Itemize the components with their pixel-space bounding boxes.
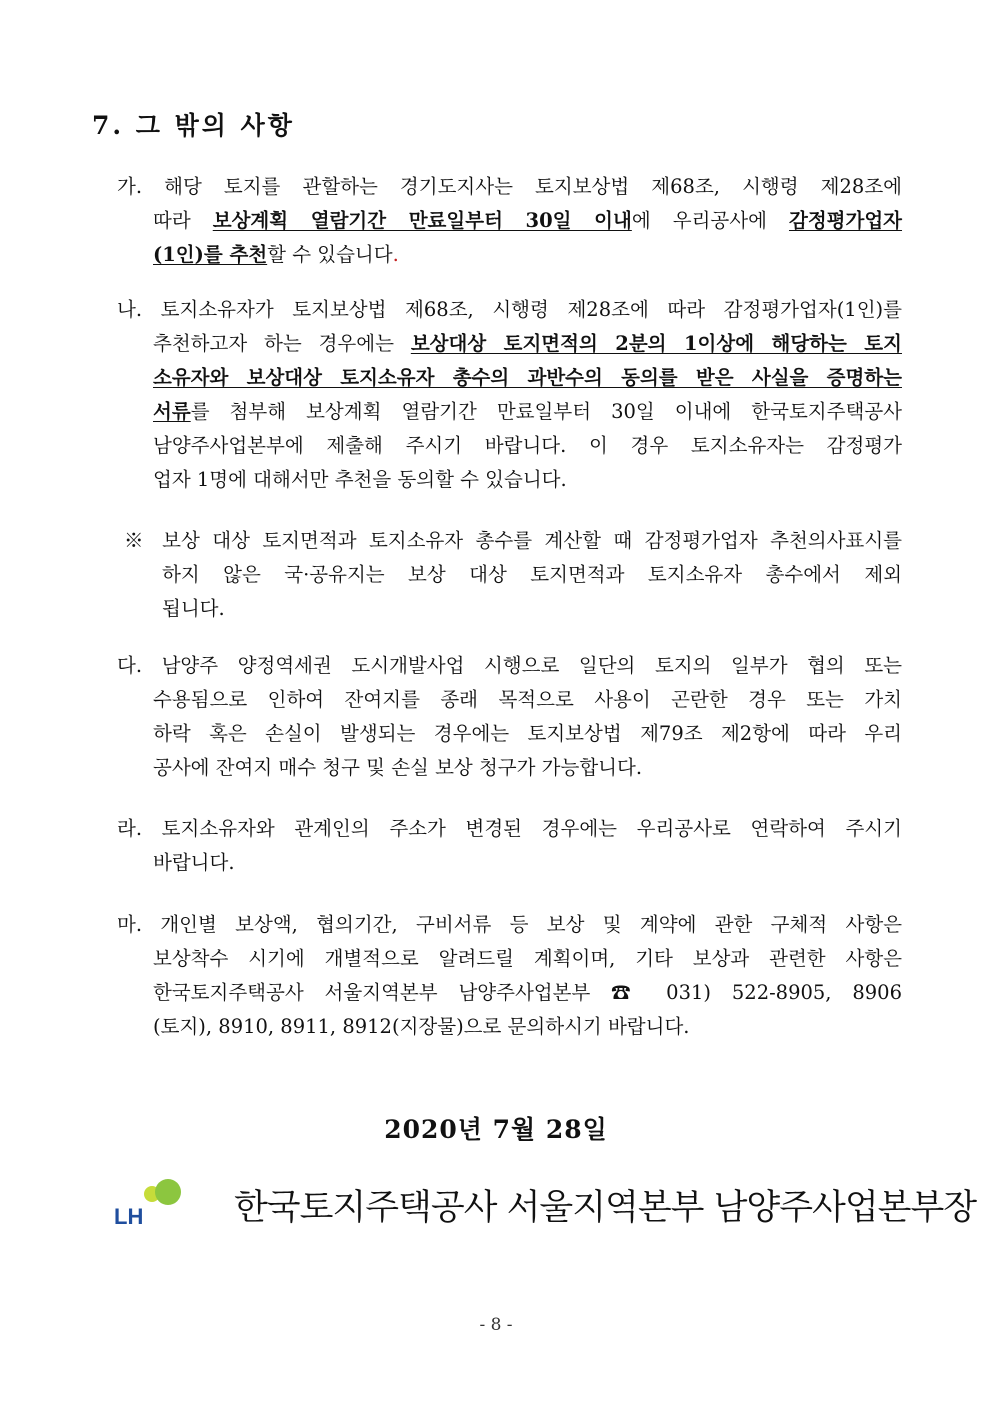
text-run: 추천하고자 하는 경우에는 — [153, 332, 411, 355]
item-ma-line-1: 마. 개인별 보상액, 협의기간, 구비서류 등 보상 및 계약에 관한 구체적 사항은 — [117, 913, 902, 936]
note-line-3: 됩니다. — [162, 597, 225, 620]
text-run: 에 우리공사에 — [631, 209, 789, 232]
text-run: 를 첨부해 보상계획 열람기간 만료일부터 30일 이내에 한국토지주택공사 — [190, 400, 902, 423]
note-line-2: 하지 않은 국·공유지는 보상 대상 토지면적과 토지소유자 총수에서 제외 — [162, 563, 902, 586]
item-ga-line-2 — [117, 204, 902, 238]
signature: 한국토지주택공사 서울지역본부 남양주사업본부장 — [234, 1188, 977, 1228]
item-na-line-1: 나. 토지소유자가 토지보상법 제68조, 시행령 제28조에 따라 감정평가업자(1인)를 — [117, 298, 902, 321]
item-ma — [117, 908, 902, 1044]
item-na-line-5: 남양주사업본부에 제출해 주시기 바랍니다. 이 경우 토지소유자는 감정평가 — [153, 434, 902, 457]
underlined-text: (1인)를 추천 — [153, 243, 268, 266]
section-title: 7. 그 밖의 사항 — [92, 111, 295, 140]
lh-logo — [112, 1174, 184, 1230]
underlined-text: 서류 — [153, 400, 191, 423]
item-da-line-3: 하락 혹은 손실이 발생되는 경우에는 토지보상법 제79조 제2항에 따라 우리 — [153, 722, 902, 745]
note — [124, 524, 902, 626]
logo-text: LH — [114, 1204, 144, 1229]
text-run: 할 수 있습니다 — [267, 243, 393, 266]
document-date: 2020년 7월 28일 — [384, 1115, 608, 1144]
item-ma-line-2: 보상착수 시기에 개별적으로 알려드릴 계획이며, 기타 보상과 관련한 사항은 — [153, 947, 902, 970]
page-number: - 8 - — [479, 1315, 513, 1335]
underlined-text: 감정평가업자 — [788, 209, 903, 232]
item-da — [117, 649, 902, 785]
item-na-line-4 — [117, 395, 902, 429]
item-da-line-1: 다. 남양주 양정역세권 도시개발사업 시행으로 일단의 토지의 일부가 협의 또는 — [117, 654, 902, 677]
item-da-line-2: 수용됨으로 인하여 잔여지를 종래 목적으로 사용이 곤란한 경우 또는 가치 — [153, 688, 902, 711]
text-run: 따라 — [153, 209, 213, 232]
underlined-text: 보상대상 토지면적의 2분의 1이상에 해당하는 토지 — [410, 332, 902, 355]
item-ga — [117, 170, 902, 272]
item-ra — [117, 812, 902, 880]
item-ga-line-3 — [117, 238, 902, 272]
logo-dot-large — [155, 1179, 181, 1205]
item-ma-line-4: (토지), 8910, 8911, 8912(지장물)으로 문의하시기 바랍니다. — [153, 1015, 690, 1038]
note-line-1: ※ 보상 대상 토지면적과 토지소유자 총수를 계산할 때 감정평가업자 추천의사표시를 — [124, 529, 902, 552]
item-na-line-2 — [117, 327, 902, 361]
item-na — [117, 293, 902, 497]
item-ra-line-1: 라. 토지소유자와 관계인의 주소가 변경된 경우에는 우리공사로 연락하여 주시기 — [117, 817, 902, 840]
item-na-line-3 — [117, 361, 902, 395]
item-ma-line-3: 한국토지주택공사 서울지역본부 남양주사업본부 ☎ 031) 522-8905, 8906 — [153, 981, 902, 1004]
item-ra-line-2: 바랍니다. — [153, 851, 235, 874]
underlined-text: 소유자와 보상대상 토지소유자 총수의 과반수의 동의를 받은 사실을 증명하는 — [153, 366, 902, 389]
item-na-line-6: 업자 1명에 대해서만 추천을 동의할 수 있습니다. — [153, 468, 567, 491]
item-ga-line-1: 가. 해당 토지를 관할하는 경기도지사는 토지보상법 제68조, 시행령 제28조에 — [117, 175, 902, 198]
item-da-line-4: 공사에 잔여지 매수 청구 및 손실 보상 청구가 가능합니다. — [153, 756, 643, 779]
underlined-text: 보상계획 열람기간 만료일부터 30일 이내 — [212, 209, 632, 232]
red-period: . — [392, 243, 399, 266]
